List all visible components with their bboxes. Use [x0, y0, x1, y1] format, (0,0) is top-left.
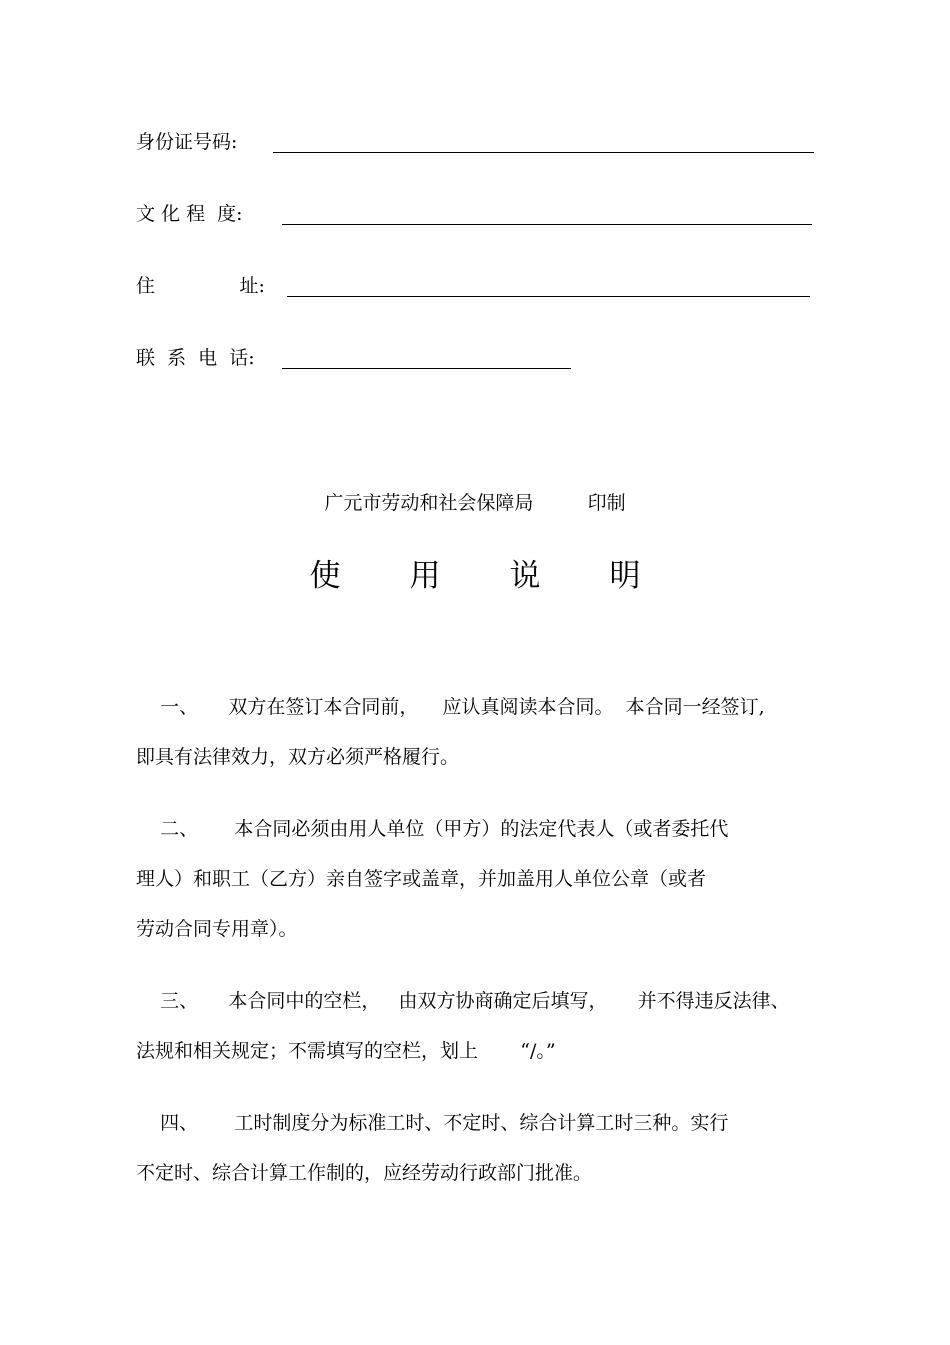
instruction-3-line-2: 法规和相关规定；不需填写的空栏，划上 “/。”	[136, 1040, 556, 1062]
education-label: 文 化 程 度:	[136, 203, 243, 225]
id-number-blank[interactable]	[273, 152, 814, 153]
instruction-2-line-2: 理人）和职工（乙方）亲自签字或盖章，并加盖用人单位公章（或者	[136, 868, 707, 890]
instruction-1-line-2: 即具有法律效力，双方必须严格履行。	[136, 746, 460, 768]
education-blank[interactable]	[282, 224, 812, 225]
instruction-4-line-2: 不定时、综合计算工作制的，应经劳动行政部门批准。	[136, 1162, 593, 1184]
instruction-4-line-1: 四、 工时制度分为标准工时、不定时、综合计算工时三种。实行	[136, 1112, 729, 1134]
instruction-3-line-1: 三、 本合同中的空栏， 由双方协商确定后填写， 并不得违反法律、	[136, 990, 790, 1012]
instruction-2-line-3: 劳动合同专用章）。	[136, 918, 298, 940]
phone-blank[interactable]	[282, 368, 571, 369]
address-label: 住 址:	[136, 275, 265, 297]
issuer-line: 广元市劳动和社会保障局 印制	[324, 492, 626, 514]
instruction-2-line-1: 二、 本合同必须由用人单位（甲方）的法定代表人（或者委托代	[136, 818, 729, 840]
phone-label: 联 系 电 话:	[136, 347, 255, 369]
id-number-label: 身份证号码:	[136, 131, 238, 153]
instruction-1-line-1: 一、 双方在签订本合同前， 应认真阅读本合同。 本合同一经签订,	[136, 696, 765, 718]
address-blank[interactable]	[287, 296, 810, 297]
page-title: 使 用 说 明	[309, 558, 641, 594]
